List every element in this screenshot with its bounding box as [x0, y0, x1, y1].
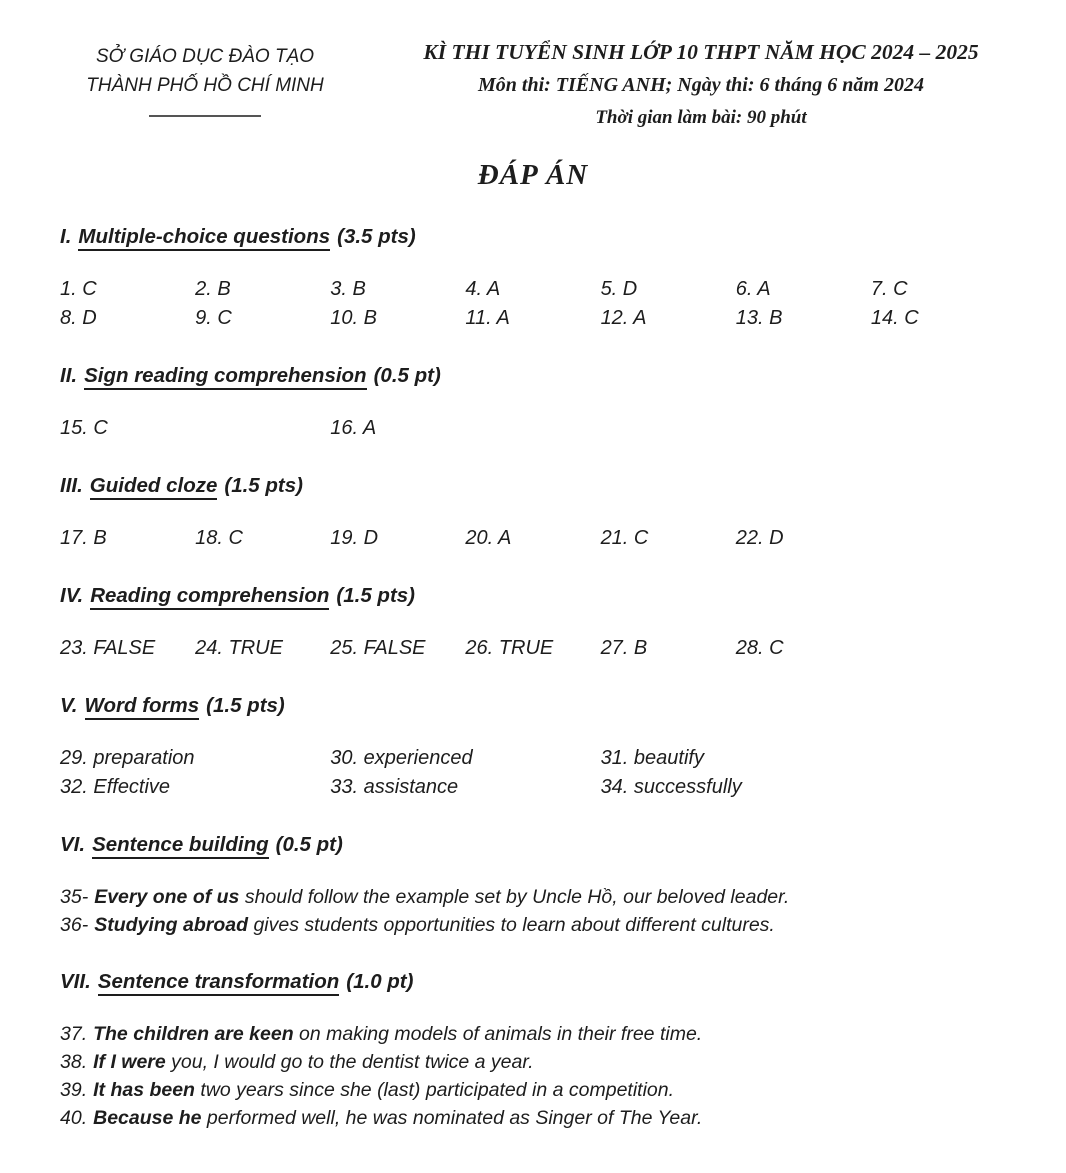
sentence-lead: Studying abroad: [94, 914, 249, 936]
answer-sentence: [60, 1104, 1006, 1132]
answer-item: 34. successfully: [600, 776, 742, 798]
sentence-lead: If I were: [93, 1051, 166, 1073]
section-name: Guided cloze: [90, 474, 218, 500]
answer-item: 3. B: [330, 278, 366, 300]
section-numeral: I.: [60, 225, 72, 248]
section-numeral: II.: [60, 364, 78, 387]
sentence-number: 37.: [60, 1023, 88, 1045]
answer-sentence: [60, 1076, 1006, 1104]
answer-item: 29. preparation: [60, 747, 195, 769]
exam-duration: Thời gian làm bài: 90 phút: [595, 107, 807, 128]
sentence-rest: gives students opportunities to learn about different cultures.: [248, 914, 775, 936]
section-numeral: V.: [60, 694, 78, 717]
answer-item: 2. B: [195, 278, 231, 300]
section-points: (1.5 pts): [336, 584, 416, 607]
section-heading-6: [60, 832, 1006, 858]
section-name: Sign reading comprehension: [84, 364, 367, 390]
section-name: Word forms: [85, 694, 200, 720]
sentence-lead: It has been: [93, 1079, 195, 1101]
sentence-rest: you, I would go to the dentist twice a year.: [165, 1051, 534, 1073]
section-heading-7: [60, 969, 1006, 995]
sentence-lead: Every one of us: [94, 886, 240, 908]
answer-sentence: [60, 883, 1006, 911]
section-heading-5: [60, 693, 1006, 719]
answer-item: 30. experienced: [330, 747, 473, 769]
answer-item: 26. TRUE: [465, 637, 554, 659]
answer-item: 16. A: [330, 417, 377, 439]
answer-item: 11. A: [465, 307, 510, 329]
answer-item: 8. D: [60, 307, 97, 329]
issuing-authority: [60, 36, 350, 117]
answers-section-6: [60, 883, 1006, 939]
section-name: Sentence transformation: [98, 970, 340, 996]
section-name: Reading comprehension: [90, 584, 329, 610]
section-heading-1: [60, 224, 1006, 250]
sentence-rest: two years since she (last) participated in a competition.: [194, 1079, 675, 1101]
issuer-line-2: THÀNH PHỐ HỒ CHÍ MINH: [86, 75, 324, 96]
answer-item: 7. C: [870, 278, 908, 300]
answer-item: 31. beautify: [600, 747, 704, 769]
answer-item: 15. C: [60, 417, 108, 439]
exam-subject-date: Môn thi: TIẾNG ANH; Ngày thi: 6 tháng 6 năm 2024: [478, 74, 924, 96]
sentence-lead: Because he: [93, 1107, 202, 1129]
section-points: (0.5 pt): [373, 364, 441, 387]
sentence-rest: on making models of animals in their free time.: [293, 1023, 703, 1045]
section-points: (1.5 pts): [206, 694, 285, 717]
section-points: (0.5 pt): [275, 833, 343, 856]
issuer-line-1: SỞ GIÁO DỤC ĐÀO TẠO: [95, 46, 315, 67]
section-numeral: III.: [60, 474, 83, 497]
sentence-number: 35-: [60, 886, 89, 908]
answer-item: 14. C: [870, 307, 919, 329]
answer-sentence: [60, 911, 1006, 939]
section-points: (3.5 pts): [337, 225, 416, 248]
answers-section-2: [60, 414, 1006, 443]
answer-sentence: [60, 1048, 1006, 1076]
sentence-rest: performed well, he was nominated as Singer of The Year.: [201, 1107, 703, 1129]
sentence-number: 38.: [60, 1051, 88, 1073]
section-points: (1.0 pt): [346, 970, 414, 993]
answer-item: 17. B: [60, 527, 107, 549]
answer-item: 21. C: [600, 527, 649, 549]
answers-section-4: [60, 634, 1006, 663]
answer-item: 20. A: [465, 527, 512, 549]
exam-title: KÌ THI TUYỂN SINH LỚP 10 THPT NĂM HỌC 2024 – 2025: [423, 40, 979, 64]
sentence-rest: should follow the example set by Uncle Hồ, our beloved leader.: [239, 886, 790, 908]
answer-item: 5. D: [600, 278, 638, 300]
answer-item: 32. Effective: [60, 776, 171, 798]
section-heading-2: [60, 363, 1006, 389]
section-heading-3: [60, 473, 1006, 499]
answer-item: 33. assistance: [330, 776, 459, 798]
exam-info: [350, 36, 1006, 134]
section-numeral: VII.: [60, 970, 91, 993]
answer-item: 28. C: [735, 637, 784, 659]
section-points: (1.5 pts): [224, 474, 303, 497]
answer-sentence: [60, 1020, 1006, 1048]
section-name: Multiple-choice questions: [78, 225, 330, 251]
answer-item: 10. B: [330, 307, 377, 329]
answer-item: 4. A: [465, 278, 501, 300]
answer-item: 23. FALSE: [60, 637, 156, 659]
answer-item: 6. A: [735, 278, 771, 300]
answer-item: 13. B: [735, 307, 783, 329]
answer-item: 24. TRUE: [195, 637, 283, 659]
answer-item: 9. C: [195, 307, 232, 329]
answer-item: 25. FALSE: [330, 637, 426, 659]
answer-item: 22. D: [735, 527, 784, 549]
answer-item: 19. D: [330, 527, 379, 549]
sentence-number: 36-: [60, 914, 89, 936]
header-divider-rule: [149, 115, 261, 117]
answer-item: 1. C: [60, 278, 97, 300]
answers-section-1: [60, 275, 1006, 333]
answer-item: 27. B: [600, 637, 648, 659]
section-heading-4: [60, 583, 1006, 609]
sentence-number: 40.: [60, 1107, 88, 1129]
section-numeral: IV.: [60, 584, 84, 607]
document-header: [60, 36, 1006, 134]
answers-section-3: [60, 524, 1006, 553]
section-numeral: VI.: [60, 833, 86, 856]
sentence-number: 39.: [60, 1079, 88, 1101]
answer-item: 12. A: [600, 307, 647, 329]
answers-section-7: [60, 1020, 1006, 1132]
section-name: Sentence building: [92, 833, 269, 859]
answers-section-5: [60, 744, 1006, 802]
answer-item: 18. C: [195, 527, 243, 549]
page-title: ĐÁP ÁN: [477, 159, 589, 191]
sentence-lead: The children are keen: [93, 1023, 294, 1045]
